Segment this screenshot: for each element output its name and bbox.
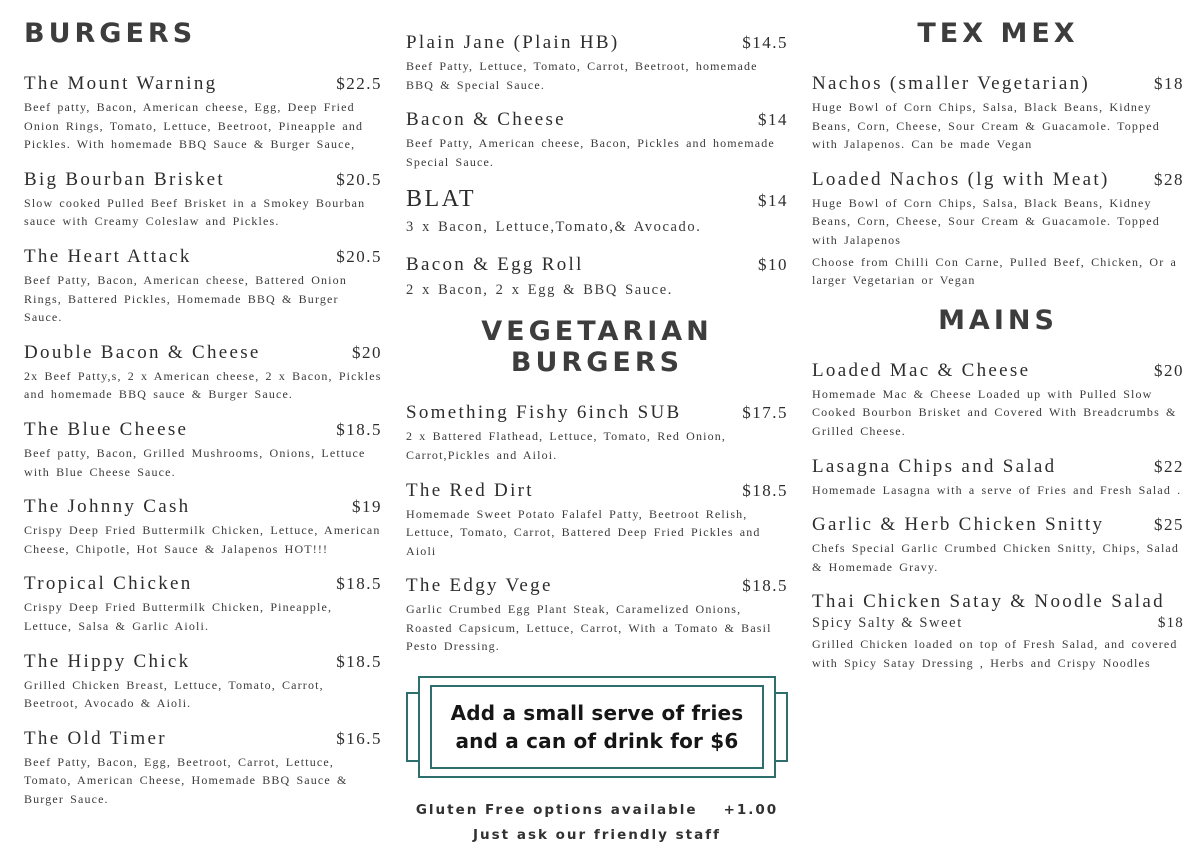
fries-drink-offer-callout <box>406 676 788 778</box>
gluten-free-surcharge: +1.00 <box>723 802 779 819</box>
callout-line-2: and a can of drink for $6 <box>455 729 739 754</box>
item-name-row <box>24 728 382 750</box>
item-price: $18.5 <box>742 480 788 500</box>
menu-item-the-red-dirt <box>406 480 788 561</box>
item-name: The Blue Cheese <box>24 418 189 440</box>
column-classics-vegetarian <box>406 18 788 852</box>
item-price: $14.5 <box>742 33 788 52</box>
item-name: Garlic & Herb Chicken Snitty <box>812 514 1105 536</box>
item-name: The Mount Warning <box>24 73 218 94</box>
column-texmex-mains <box>812 18 1184 852</box>
item-description: Homemade Sweet Potato Falafel Patty, Beetroot Relish, Lettuce, Tomato, Carrot, Battered Deep Fried Pickles and Aioli <box>406 506 761 558</box>
item-name-row <box>812 591 1184 613</box>
item-name: Nachos (smaller Vegetarian) <box>812 73 1091 94</box>
menu-item-bacon-and-egg-roll <box>406 254 788 301</box>
menu-item-bacon-and-cheese <box>406 109 788 171</box>
menu-item-loaded-mac-cheese <box>812 360 1184 441</box>
item-name: Loaded Mac & Cheese <box>812 359 1031 381</box>
item-price: $20 <box>352 342 382 362</box>
item-name-row <box>812 514 1184 536</box>
menu-item-lasagna-chips-salad <box>812 456 1184 500</box>
item-price: $18.5 <box>336 651 382 671</box>
menu-item-the-old-timer <box>24 728 382 809</box>
menu-item-the-johnny-cash <box>24 496 382 558</box>
item-name-row <box>406 32 788 54</box>
item-name-row <box>24 73 382 95</box>
item-description: Beef patty, Bacon, Grilled Mushrooms, Onions, Lettuce with Blue Cheese Sauce. <box>24 445 366 479</box>
item-name-row <box>406 480 788 502</box>
menu-item-the-edgy-vege <box>406 575 788 656</box>
section-heading-mains: MAINS <box>938 304 1058 336</box>
callout-line-1: Add a small serve of fries <box>450 701 744 726</box>
item-name: The Hippy Chick <box>24 650 191 672</box>
item-description: Garlic Crumbed Egg Plant Steak, Caramelized Onions, Roasted Capsicum, Lettuce, Carrot, With a Tomato & Basil Pesto Dressing. <box>406 602 772 654</box>
item-name-row <box>24 651 382 673</box>
item-description: Homemade Lasagna with a serve of Fries and Fresh Salad . <box>812 482 1182 497</box>
item-name: Bacon & Cheese <box>406 109 566 131</box>
item-name: Lasagna Chips and Salad <box>812 455 1057 477</box>
item-name-row <box>406 402 788 424</box>
item-name-row <box>24 419 382 441</box>
item-description-extra: Choose from Chilli Con Carne, Pulled Beef, Chicken, Or a larger Vegetarian or Vegan <box>812 254 1178 288</box>
item-description: 2x Beef Patty,s, 2 x American cheese, 2 x Bacon, Pickles and homemade BBQ sauce & Burger Sauce. <box>24 368 382 402</box>
item-price: $17.5 <box>742 403 788 423</box>
item-description: Beef Patty, Lettuce, Tomato, Carrot, Beetroot, homemade BBQ & Special Sauce. <box>406 59 758 92</box>
gluten-free-text: Gluten Free options available <box>415 802 698 819</box>
item-price: $20.5 <box>336 169 382 189</box>
column-burgers <box>24 18 382 852</box>
menu-item-thai-chicken-satay-noodle-salad <box>812 591 1184 672</box>
gluten-free-note-line-1 <box>406 802 788 818</box>
item-description: Grilled Chicken Breast, Lettuce, Tomato, Carrot, Beetroot, Avocado & Aioli. <box>24 677 324 711</box>
item-price: $22 <box>1154 456 1184 476</box>
menu-item-nachos <box>812 73 1184 154</box>
item-name-row <box>24 342 382 364</box>
item-name-row <box>406 186 788 213</box>
item-name-row <box>812 73 1184 95</box>
item-description: 3 x Bacon, Lettuce,Tomato,& Avocado. <box>406 219 702 236</box>
item-name: The Johnny Cash <box>24 496 191 518</box>
item-subtitle: Spicy Salty & Sweet <box>812 615 963 632</box>
item-name: Thai Chicken Satay & Noodle Salad <box>812 591 1165 613</box>
section-heading-tex-mex: TEX MEX <box>917 18 1079 49</box>
item-name-row <box>24 573 382 595</box>
item-name: The Red Dirt <box>406 479 534 501</box>
gluten-free-note <box>406 802 788 843</box>
menu-item-garlic-herb-chicken-snitty <box>812 514 1184 576</box>
menu-item-tropical-chicken <box>24 573 382 635</box>
gluten-free-note-line-2: Just ask our friendly staff <box>473 827 721 844</box>
menu-item-double-bacon-cheese <box>24 342 382 404</box>
item-price: $18 <box>1154 74 1184 93</box>
item-description: Slow cooked Pulled Beef Brisket in a Smokey Bourban sauce with Creamy Coleslaw and Pickles. <box>24 195 366 229</box>
item-description: Beef Patty, Bacon, American cheese, Battered Onion Rings, Battered Pickles, Homemade BBQ & Burger Sauce. <box>24 272 347 325</box>
item-name: The Edgy Vege <box>406 575 553 597</box>
item-name: Double Bacon & Cheese <box>24 341 261 363</box>
item-name: Big Bourban Brisket <box>24 168 225 190</box>
item-name-row <box>406 575 788 597</box>
menu-item-the-mount-warning <box>24 73 382 154</box>
item-name-row <box>24 496 382 518</box>
item-description: Crispy Deep Fried Buttermilk Chicken, Pineapple, Lettuce, Salsa & Garlic Aioli. <box>24 600 333 633</box>
item-price: $16.5 <box>336 728 382 748</box>
menu-item-the-heart-attack <box>24 246 382 327</box>
item-description: Huge Bowl of Corn Chips, Salsa, Black Beans, Kidney Beans, Corn, Cheese, Sour Cream & Guacamole. Topped with Jalapenos. Can be made Vegan <box>812 100 1160 152</box>
item-name-row <box>812 169 1184 191</box>
section-heading-vegetarian-burgers: VEGETARIAN BURGERS <box>481 316 713 379</box>
item-description: Beef Patty, Bacon, Egg, Beetroot, Carrot, Lettuce, Tomato, American Cheese, Homemade BBQ Sauce & Burger Sauce. <box>24 754 348 806</box>
callout-text <box>430 676 764 778</box>
item-description: Chefs Special Garlic Crumbed Chicken Snitty, Chips, Salad & Homemade Gravy. <box>812 541 1180 574</box>
item-name-row <box>24 169 382 191</box>
item-price: $18.5 <box>742 576 788 596</box>
item-name: The Heart Attack <box>24 245 192 267</box>
item-price: $18.5 <box>336 419 382 439</box>
item-price: $14 <box>758 191 788 211</box>
item-price: $14 <box>758 110 788 130</box>
item-name-row <box>24 246 382 268</box>
item-description: 2 x Battered Flathead, Lettuce, Tomato, Red Onion, Carrot,Pickles and Ailoi. <box>406 429 727 462</box>
item-description: Grilled Chicken loaded on top of Fresh Salad, and covered with Spicy Satay Dressing , Herbs and Crispy Noodles <box>812 637 1178 670</box>
item-name: Bacon & Egg Roll <box>406 253 584 275</box>
item-description: Homemade Mac & Cheese Loaded up with Pulled Slow Cooked Bourbon Brisket and Covered With Breadcrumbs & Grilled Cheese. <box>812 386 1177 438</box>
item-name: Loaded Nachos (lg with Meat) <box>812 168 1110 190</box>
item-price: $18.5 <box>336 574 382 594</box>
item-price: $20 <box>1154 360 1184 380</box>
item-price: $25 <box>1154 515 1184 535</box>
menu-item-the-blue-cheese <box>24 419 382 481</box>
item-price: $10 <box>758 254 788 274</box>
item-description: Crispy Deep Fried Buttermilk Chicken, Lettuce, American Cheese, Chipotle, Hot Sauce & Jalapenos HOT!!! <box>24 523 381 556</box>
menu-item-big-bourban-brisket <box>24 169 382 231</box>
item-name-row <box>812 360 1184 382</box>
item-price: $28 <box>1154 169 1184 189</box>
menu-item-blat <box>406 186 788 238</box>
menu-item-something-fishy-sub <box>406 402 788 464</box>
item-name-row <box>812 456 1184 478</box>
item-price: $18 <box>1157 615 1184 632</box>
item-name-row <box>406 254 788 276</box>
item-name: The Old Timer <box>24 727 167 749</box>
item-name-row <box>406 109 788 131</box>
item-name: Something Fishy 6inch SUB <box>406 402 682 424</box>
item-description: Beef patty, Bacon, American cheese, Egg, Deep Fried Onion Rings, Tomato, Lettuce, Beetroot, Pineapple and Pickles. With homemade BBQ Sauce & Burger Sauce, <box>24 100 364 152</box>
item-price: $19 <box>352 497 382 517</box>
item-price: $20.5 <box>336 246 382 266</box>
item-name: Plain Jane (Plain HB) <box>406 32 620 53</box>
item-name: BLAT <box>406 186 476 213</box>
item-name: Tropical Chicken <box>24 573 193 595</box>
item-description: Beef Patty, American cheese, Bacon, Pickles and homemade Special Sauce. <box>406 136 775 169</box>
section-heading-burgers: BURGERS <box>24 18 197 49</box>
item-subtitle-row <box>812 615 1184 632</box>
item-description: Huge Bowl of Corn Chips, Salsa, Black Beans, Kidney Beans, Corn, Cheese, Sour Cream & Guacamole. Topped with Jalapenos <box>812 195 1160 247</box>
item-description: 2 x Bacon, 2 x Egg & BBQ Sauce. <box>406 281 673 298</box>
item-price: $22.5 <box>336 74 382 93</box>
menu-item-plain-jane <box>406 32 788 94</box>
menu-item-the-hippy-chick <box>24 651 382 713</box>
menu-item-loaded-nachos <box>812 169 1184 290</box>
